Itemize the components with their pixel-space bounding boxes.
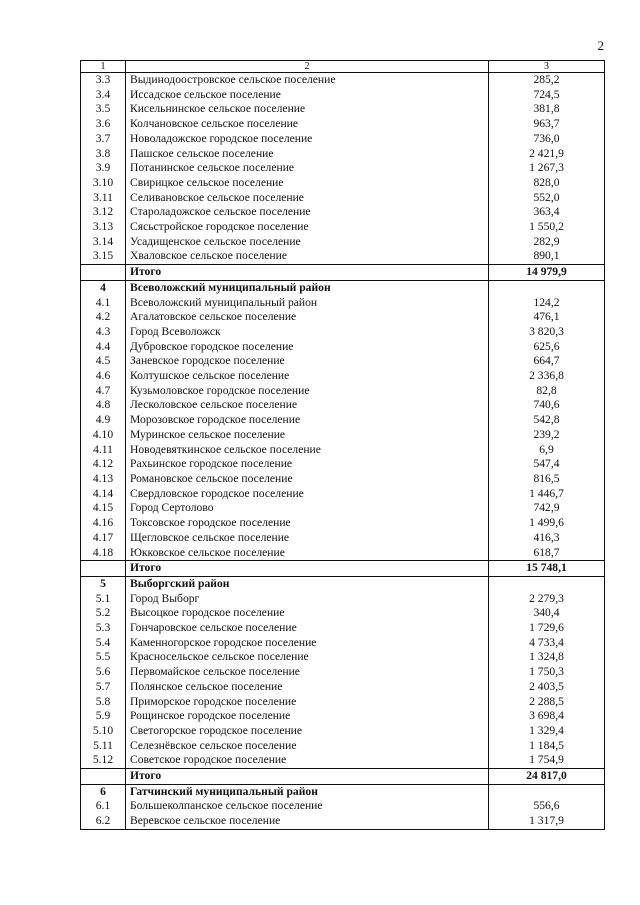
allocation-table (80, 60, 605, 830)
row-name: Сясьстройское городское поселение (126, 220, 489, 235)
table-row (81, 310, 605, 325)
table-row (81, 102, 605, 117)
row-number (81, 265, 126, 281)
row-number: 3.14 (81, 235, 126, 250)
row-number: 4.13 (81, 472, 126, 487)
row-value: 963,7 (489, 117, 605, 132)
table-row (81, 739, 605, 754)
row-name: Полянское сельское поселение (126, 680, 489, 695)
row-name: Рахьинское городское поселение (126, 457, 489, 472)
table-row (81, 413, 605, 428)
row-name: Свирицкое сельское поселение (126, 176, 489, 191)
row-number: 3.11 (81, 191, 126, 206)
row-number: 3.8 (81, 147, 126, 162)
table-row (81, 296, 605, 311)
table-row (81, 191, 605, 206)
row-name: Выдинодоостровское сельское поселение (126, 73, 489, 88)
row-value: 724,5 (489, 88, 605, 103)
row-value (489, 280, 605, 295)
row-number: 4.16 (81, 516, 126, 531)
row-name: Итого (126, 265, 489, 281)
row-number: 4.18 (81, 546, 126, 561)
row-name: Выборгский район (126, 576, 489, 591)
row-number: 4.7 (81, 384, 126, 399)
table-row (81, 443, 605, 458)
table-row (81, 606, 605, 621)
row-value: 363,4 (489, 205, 605, 220)
row-number: 4.1 (81, 296, 126, 311)
row-number: 5.6 (81, 665, 126, 680)
row-name: Всеволожский муниципальный район (126, 280, 489, 295)
table-row (81, 501, 605, 516)
row-name: Новодевяткинское сельское поселение (126, 443, 489, 458)
row-value: 828,0 (489, 176, 605, 191)
row-value (489, 784, 605, 799)
table-row (81, 132, 605, 147)
row-value: 3 698,4 (489, 709, 605, 724)
table-row (81, 147, 605, 162)
row-number: 5.2 (81, 606, 126, 621)
row-value: 340,4 (489, 606, 605, 621)
row-name: Колчановское сельское поселение (126, 117, 489, 132)
row-number: 4.2 (81, 310, 126, 325)
table-row (81, 340, 605, 355)
row-name: Щегловское сельское поселение (126, 531, 489, 546)
row-value: 542,8 (489, 413, 605, 428)
row-value: 1 499,6 (489, 516, 605, 531)
table-row (81, 384, 605, 399)
row-number: 4 (81, 280, 126, 295)
table-row (81, 487, 605, 502)
row-value (489, 576, 605, 591)
row-value: 1 446,7 (489, 487, 605, 502)
row-number: 5.11 (81, 739, 126, 754)
row-value: 816,5 (489, 472, 605, 487)
table-row (81, 516, 605, 531)
row-name: Хваловское сельское поселение (126, 249, 489, 264)
row-number: 4.12 (81, 457, 126, 472)
row-number: 4.5 (81, 354, 126, 369)
row-number: 3.10 (81, 176, 126, 191)
page-number: 2 (597, 38, 604, 53)
row-value: 664,7 (489, 354, 605, 369)
row-name: Селезнёвское сельское поселение (126, 739, 489, 754)
row-name: Усадищенское сельское поселение (126, 235, 489, 250)
row-name: Итого (126, 769, 489, 785)
table-row (81, 546, 605, 561)
table-row (81, 117, 605, 132)
row-name: Кисельнинское сельское поселение (126, 102, 489, 117)
row-number: 4.10 (81, 428, 126, 443)
table-row (81, 161, 605, 176)
row-value: 1 329,4 (489, 724, 605, 739)
row-name: Гончаровское сельское поселение (126, 621, 489, 636)
row-number: 5.9 (81, 709, 126, 724)
row-name: Заневское городское поселение (126, 354, 489, 369)
row-name: Красносельское сельское поселение (126, 650, 489, 665)
row-name: Пашское сельское поселение (126, 147, 489, 162)
row-number: 3.15 (81, 249, 126, 264)
row-value: 4 733,4 (489, 636, 605, 651)
table-row (81, 428, 605, 443)
row-value: 618,7 (489, 546, 605, 561)
row-number: 6 (81, 784, 126, 799)
table-row (81, 398, 605, 413)
row-name: Морозовское городское поселение (126, 413, 489, 428)
row-number: 5 (81, 576, 126, 591)
row-number: 4.14 (81, 487, 126, 502)
table-body (81, 61, 605, 830)
row-value: 740,6 (489, 398, 605, 413)
row-number: 4.11 (81, 443, 126, 458)
row-name: Веревское сельское поселение (126, 814, 489, 829)
row-name: Город Сертолово (126, 501, 489, 516)
row-value: 1 267,3 (489, 161, 605, 176)
row-value: 556,6 (489, 799, 605, 814)
table-row (81, 249, 605, 264)
table-row (81, 753, 605, 768)
table-row (81, 369, 605, 384)
row-number: 3.12 (81, 205, 126, 220)
row-name: Селивановское сельское поселение (126, 191, 489, 206)
row-value: 625,6 (489, 340, 605, 355)
row-number: 4.8 (81, 398, 126, 413)
row-value: 24 817,0 (489, 769, 605, 785)
row-value: 742,9 (489, 501, 605, 516)
row-value: 547,4 (489, 457, 605, 472)
total-row (81, 265, 605, 281)
table-row (81, 73, 605, 88)
table-row (81, 472, 605, 487)
row-number: 4.3 (81, 325, 126, 340)
row-name: Лесколовское сельское поселение (126, 398, 489, 413)
row-number: 5.4 (81, 636, 126, 651)
district-row (81, 784, 605, 799)
row-value: 1 750,3 (489, 665, 605, 680)
total-row (81, 769, 605, 785)
table-row (81, 592, 605, 607)
row-number: 5.1 (81, 592, 126, 607)
row-name: Колтушское сельское поселение (126, 369, 489, 384)
row-value: 416,3 (489, 531, 605, 546)
row-name: Каменногорское городское поселение (126, 636, 489, 651)
table-row (81, 354, 605, 369)
table-row (81, 680, 605, 695)
table-row (81, 205, 605, 220)
table-row (81, 457, 605, 472)
row-name: Большеколпанское сельское поселение (126, 799, 489, 814)
row-name: Гатчинский муниципальный район (126, 784, 489, 799)
row-number: 6.2 (81, 814, 126, 829)
row-number: 3.7 (81, 132, 126, 147)
row-name: Кузьмоловское городское поселение (126, 384, 489, 399)
row-value: 124,2 (489, 296, 605, 311)
table-row (81, 325, 605, 340)
row-name: Город Выборг (126, 592, 489, 607)
row-number: 4.15 (81, 501, 126, 516)
row-name: Новоладожское городское поселение (126, 132, 489, 147)
row-number: 5.10 (81, 724, 126, 739)
table-row (81, 695, 605, 710)
row-value: 2 279,3 (489, 592, 605, 607)
row-name: Юкковское сельское поселение (126, 546, 489, 561)
row-value: 1 729,6 (489, 621, 605, 636)
row-name: Приморское городское поселение (126, 695, 489, 710)
row-value: 282,9 (489, 235, 605, 250)
row-value: 2 336,8 (489, 369, 605, 384)
row-name: Советское городское поселение (126, 753, 489, 768)
row-number (81, 561, 126, 577)
row-name: Первомайское сельское поселение (126, 665, 489, 680)
table-row (81, 88, 605, 103)
row-name: Муринское сельское поселение (126, 428, 489, 443)
row-number: 4.17 (81, 531, 126, 546)
row-value: 82,8 (489, 384, 605, 399)
row-name: Потанинское сельское поселение (126, 161, 489, 176)
table-row (81, 650, 605, 665)
table-row (81, 814, 605, 829)
row-value: 2 403,5 (489, 680, 605, 695)
table-row (81, 531, 605, 546)
row-name: Иссадское сельское поселение (126, 88, 489, 103)
row-number: 4.4 (81, 340, 126, 355)
row-value: 1 754,9 (489, 753, 605, 768)
row-number: 4.6 (81, 369, 126, 384)
row-value: 239,2 (489, 428, 605, 443)
row-number: 5.5 (81, 650, 126, 665)
row-value: 6,9 (489, 443, 605, 458)
row-number: 3.6 (81, 117, 126, 132)
row-value: 890,1 (489, 249, 605, 264)
table-row (81, 709, 605, 724)
column-header-1: 1 (81, 61, 126, 73)
row-name: Светогорское городское поселение (126, 724, 489, 739)
row-name: Дубровское городское поселение (126, 340, 489, 355)
column-header-3: 3 (489, 61, 605, 73)
column-header-2: 2 (126, 61, 489, 73)
row-name: Агалатовское сельское поселение (126, 310, 489, 325)
row-number: 3.13 (81, 220, 126, 235)
row-name: Высоцкое городское поселение (126, 606, 489, 621)
table-header-row (81, 61, 605, 73)
row-value: 381,8 (489, 102, 605, 117)
row-number: 4.9 (81, 413, 126, 428)
row-number: 5.12 (81, 753, 126, 768)
row-value: 15 748,1 (489, 561, 605, 577)
row-value: 2 421,9 (489, 147, 605, 162)
row-name: Город Всеволожск (126, 325, 489, 340)
row-value: 285,2 (489, 73, 605, 88)
district-row (81, 280, 605, 295)
row-value: 1 324,8 (489, 650, 605, 665)
district-row (81, 576, 605, 591)
row-value: 1 184,5 (489, 739, 605, 754)
row-value: 736,0 (489, 132, 605, 147)
row-number: 5.3 (81, 621, 126, 636)
row-number: 6.1 (81, 799, 126, 814)
row-value: 552,0 (489, 191, 605, 206)
row-value: 476,1 (489, 310, 605, 325)
row-number: 3.5 (81, 102, 126, 117)
row-name: Романовское сельское поселение (126, 472, 489, 487)
row-name: Рощинское городское поселение (126, 709, 489, 724)
row-value: 2 288,5 (489, 695, 605, 710)
row-number: 5.7 (81, 680, 126, 695)
table-row (81, 176, 605, 191)
row-name: Токсовское городское поселение (126, 516, 489, 531)
row-name: Свердловское городское поселение (126, 487, 489, 502)
total-row (81, 561, 605, 577)
row-number: 3.4 (81, 88, 126, 103)
table-row (81, 665, 605, 680)
table-row (81, 636, 605, 651)
table-row (81, 235, 605, 250)
table-row (81, 799, 605, 814)
table-row (81, 220, 605, 235)
row-value: 14 979,9 (489, 265, 605, 281)
row-name: Всеволожский муниципальный район (126, 296, 489, 311)
row-name: Итого (126, 561, 489, 577)
table-row (81, 724, 605, 739)
row-value: 1 317,9 (489, 814, 605, 829)
row-number (81, 769, 126, 785)
table-row (81, 621, 605, 636)
row-name: Староладожское сельское поселение (126, 205, 489, 220)
row-value: 3 820,3 (489, 325, 605, 340)
row-number: 3.3 (81, 73, 126, 88)
row-number: 3.9 (81, 161, 126, 176)
row-number: 5.8 (81, 695, 126, 710)
row-value: 1 550,2 (489, 220, 605, 235)
